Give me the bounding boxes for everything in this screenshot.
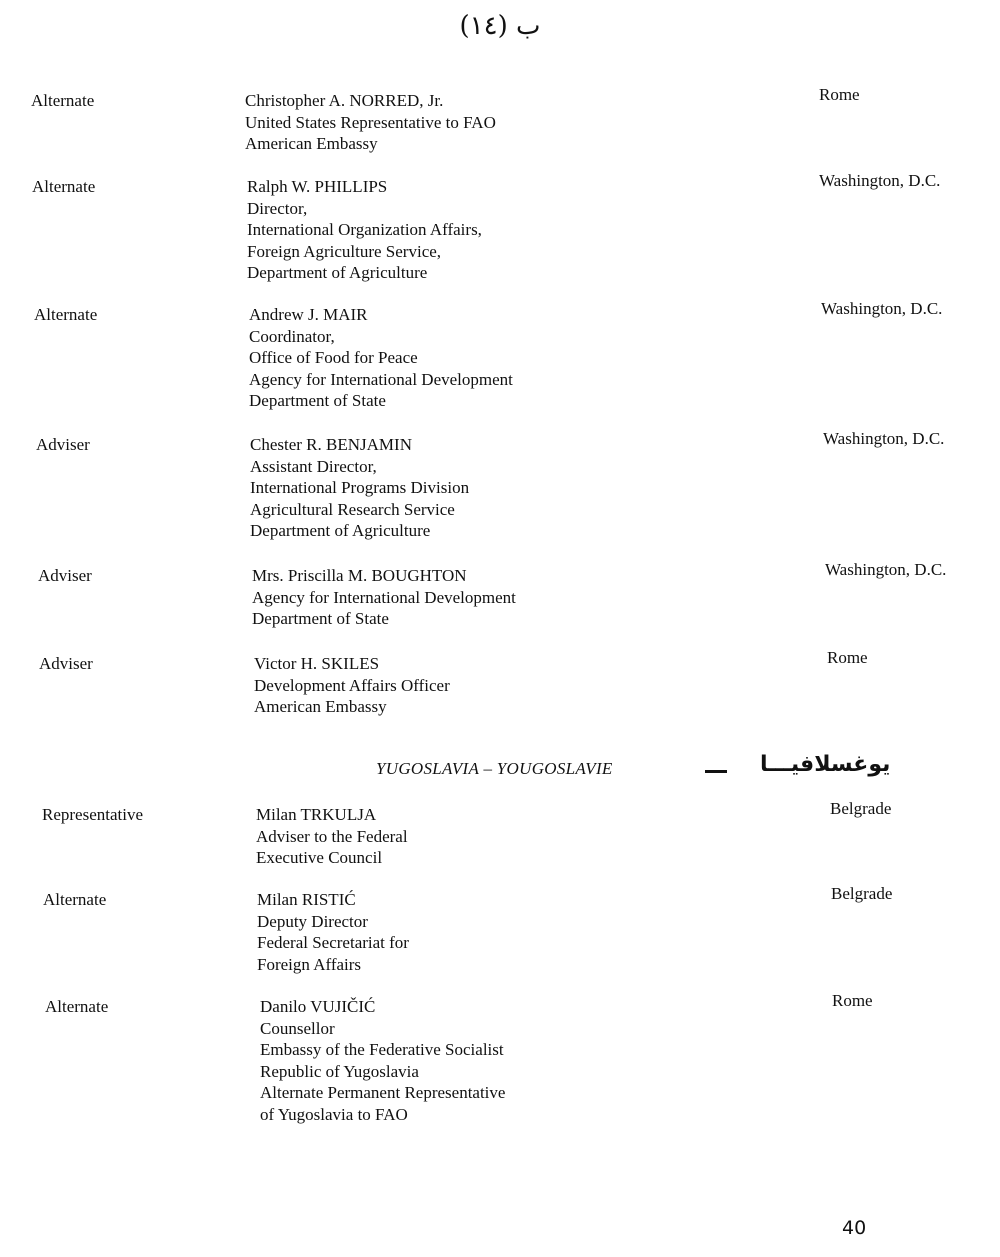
delegate-line: Foreign Agriculture Service, bbox=[247, 241, 442, 261]
delegate-name: Milan TRKULJA bbox=[256, 805, 377, 824]
delegate-details bbox=[249, 304, 513, 412]
delegate-line: Department of State bbox=[252, 609, 389, 629]
delegate-line: of Yugoslavia to FAO bbox=[260, 1104, 408, 1124]
delegate-entry bbox=[0, 991, 1000, 1124]
delegate-role: Alternate bbox=[34, 305, 98, 324]
delegate-name: Andrew J. MAIR bbox=[249, 305, 368, 324]
country-heading bbox=[0, 752, 1000, 786]
delegate-name: Christopher A. NORRED, Jr. bbox=[245, 91, 444, 110]
delegate-line: Department of Agriculture bbox=[247, 263, 428, 283]
delegate-name: Victor H. SKILES bbox=[254, 654, 380, 673]
delegate-details bbox=[254, 653, 450, 718]
delegate-line: American Embassy bbox=[254, 697, 387, 717]
delegate-location: Washington, D.C. bbox=[825, 560, 947, 579]
delegate-location: Rome bbox=[832, 991, 873, 1010]
delegate-name: Chester R. BENJAMIN bbox=[250, 435, 412, 454]
delegate-line: Republic of Yugoslavia bbox=[260, 1061, 419, 1081]
delegate-location: Washington, D.C. bbox=[819, 171, 941, 190]
delegate-entry bbox=[0, 560, 1000, 629]
delegate-line: Coordinator, bbox=[249, 326, 335, 346]
delegate-location: Belgrade bbox=[831, 884, 893, 903]
delegate-line: International Programs Division bbox=[250, 478, 470, 498]
page-number: 40 bbox=[842, 1217, 867, 1239]
delegate-line: Development Affairs Officer bbox=[254, 675, 450, 695]
delegate-line: Assistant Director, bbox=[250, 456, 377, 476]
delegate-location: Rome bbox=[827, 648, 868, 667]
delegate-role: Adviser bbox=[36, 435, 90, 454]
delegate-line: Foreign Affairs bbox=[257, 954, 362, 974]
delegate-name: Mrs. Priscilla M. BOUGHTON bbox=[252, 566, 467, 585]
delegate-line: International Organization Affairs, bbox=[247, 220, 482, 240]
delegate-line: Department of State bbox=[249, 391, 386, 411]
delegate-details bbox=[257, 889, 409, 975]
delegate-line: Federal Secretariat for bbox=[257, 933, 409, 953]
delegate-name: Danilo VUJIČIĆ bbox=[260, 997, 376, 1016]
delegate-location: Belgrade bbox=[830, 799, 892, 818]
delegate-line: American Embassy bbox=[245, 134, 378, 154]
delegate-entry bbox=[0, 85, 1000, 154]
delegate-line: Director, bbox=[247, 198, 308, 218]
delegate-role: Alternate bbox=[45, 997, 109, 1016]
delegate-details bbox=[252, 565, 516, 630]
delegate-entry bbox=[0, 429, 1000, 541]
delegate-role: Alternate bbox=[31, 91, 95, 110]
delegate-location: Washington, D.C. bbox=[821, 299, 943, 318]
delegate-entry bbox=[0, 799, 1000, 868]
delegate-details bbox=[247, 176, 482, 284]
delegate-role: Adviser bbox=[38, 566, 92, 585]
delegate-line: Deputy Director bbox=[257, 911, 368, 931]
delegate-role: Representative bbox=[42, 805, 144, 824]
delegate-location: Washington, D.C. bbox=[823, 429, 945, 448]
delegate-role: Alternate bbox=[43, 890, 107, 909]
delegate-details bbox=[256, 804, 408, 869]
delegate-line: Adviser to the Federal bbox=[256, 826, 408, 846]
delegate-entry bbox=[0, 299, 1000, 411]
delegate-role: Alternate bbox=[32, 177, 96, 196]
delegate-line: Agency for International Development bbox=[249, 369, 513, 389]
delegate-location: Rome bbox=[819, 85, 860, 104]
delegate-name: Ralph W. PHILLIPS bbox=[247, 177, 388, 196]
delegate-details bbox=[250, 434, 469, 542]
delegate-role: Adviser bbox=[39, 654, 93, 673]
delegate-line: Counsellor bbox=[260, 1018, 335, 1038]
delegate-line: Office of Food for Peace bbox=[249, 348, 418, 368]
country-title: YUGOSLAVIA – YOUGOSLAVIE bbox=[376, 759, 613, 778]
delegate-entry bbox=[0, 884, 1000, 974]
delegate-line: Embassy of the Federative Socialist bbox=[260, 1040, 504, 1060]
page-header-arabic: ب (١٤) bbox=[459, 11, 541, 41]
delegate-line: United States Representative to FAO bbox=[245, 112, 496, 132]
delegate-line: Agricultural Research Service bbox=[250, 499, 455, 519]
delegate-entry bbox=[0, 171, 1000, 283]
heading-dash bbox=[705, 770, 727, 773]
delegate-details bbox=[260, 996, 505, 1126]
delegate-name: Milan RISTIĆ bbox=[257, 890, 356, 909]
delegate-line: Agency for International Development bbox=[252, 587, 516, 607]
delegate-entry bbox=[0, 648, 1000, 717]
delegate-line: Department of Agriculture bbox=[250, 521, 431, 541]
delegate-line: Executive Council bbox=[256, 848, 383, 868]
country-title-arabic: يوغسلافيـــا bbox=[760, 752, 891, 777]
delegate-line: Alternate Permanent Representative bbox=[260, 1083, 506, 1103]
delegate-details bbox=[245, 90, 496, 155]
